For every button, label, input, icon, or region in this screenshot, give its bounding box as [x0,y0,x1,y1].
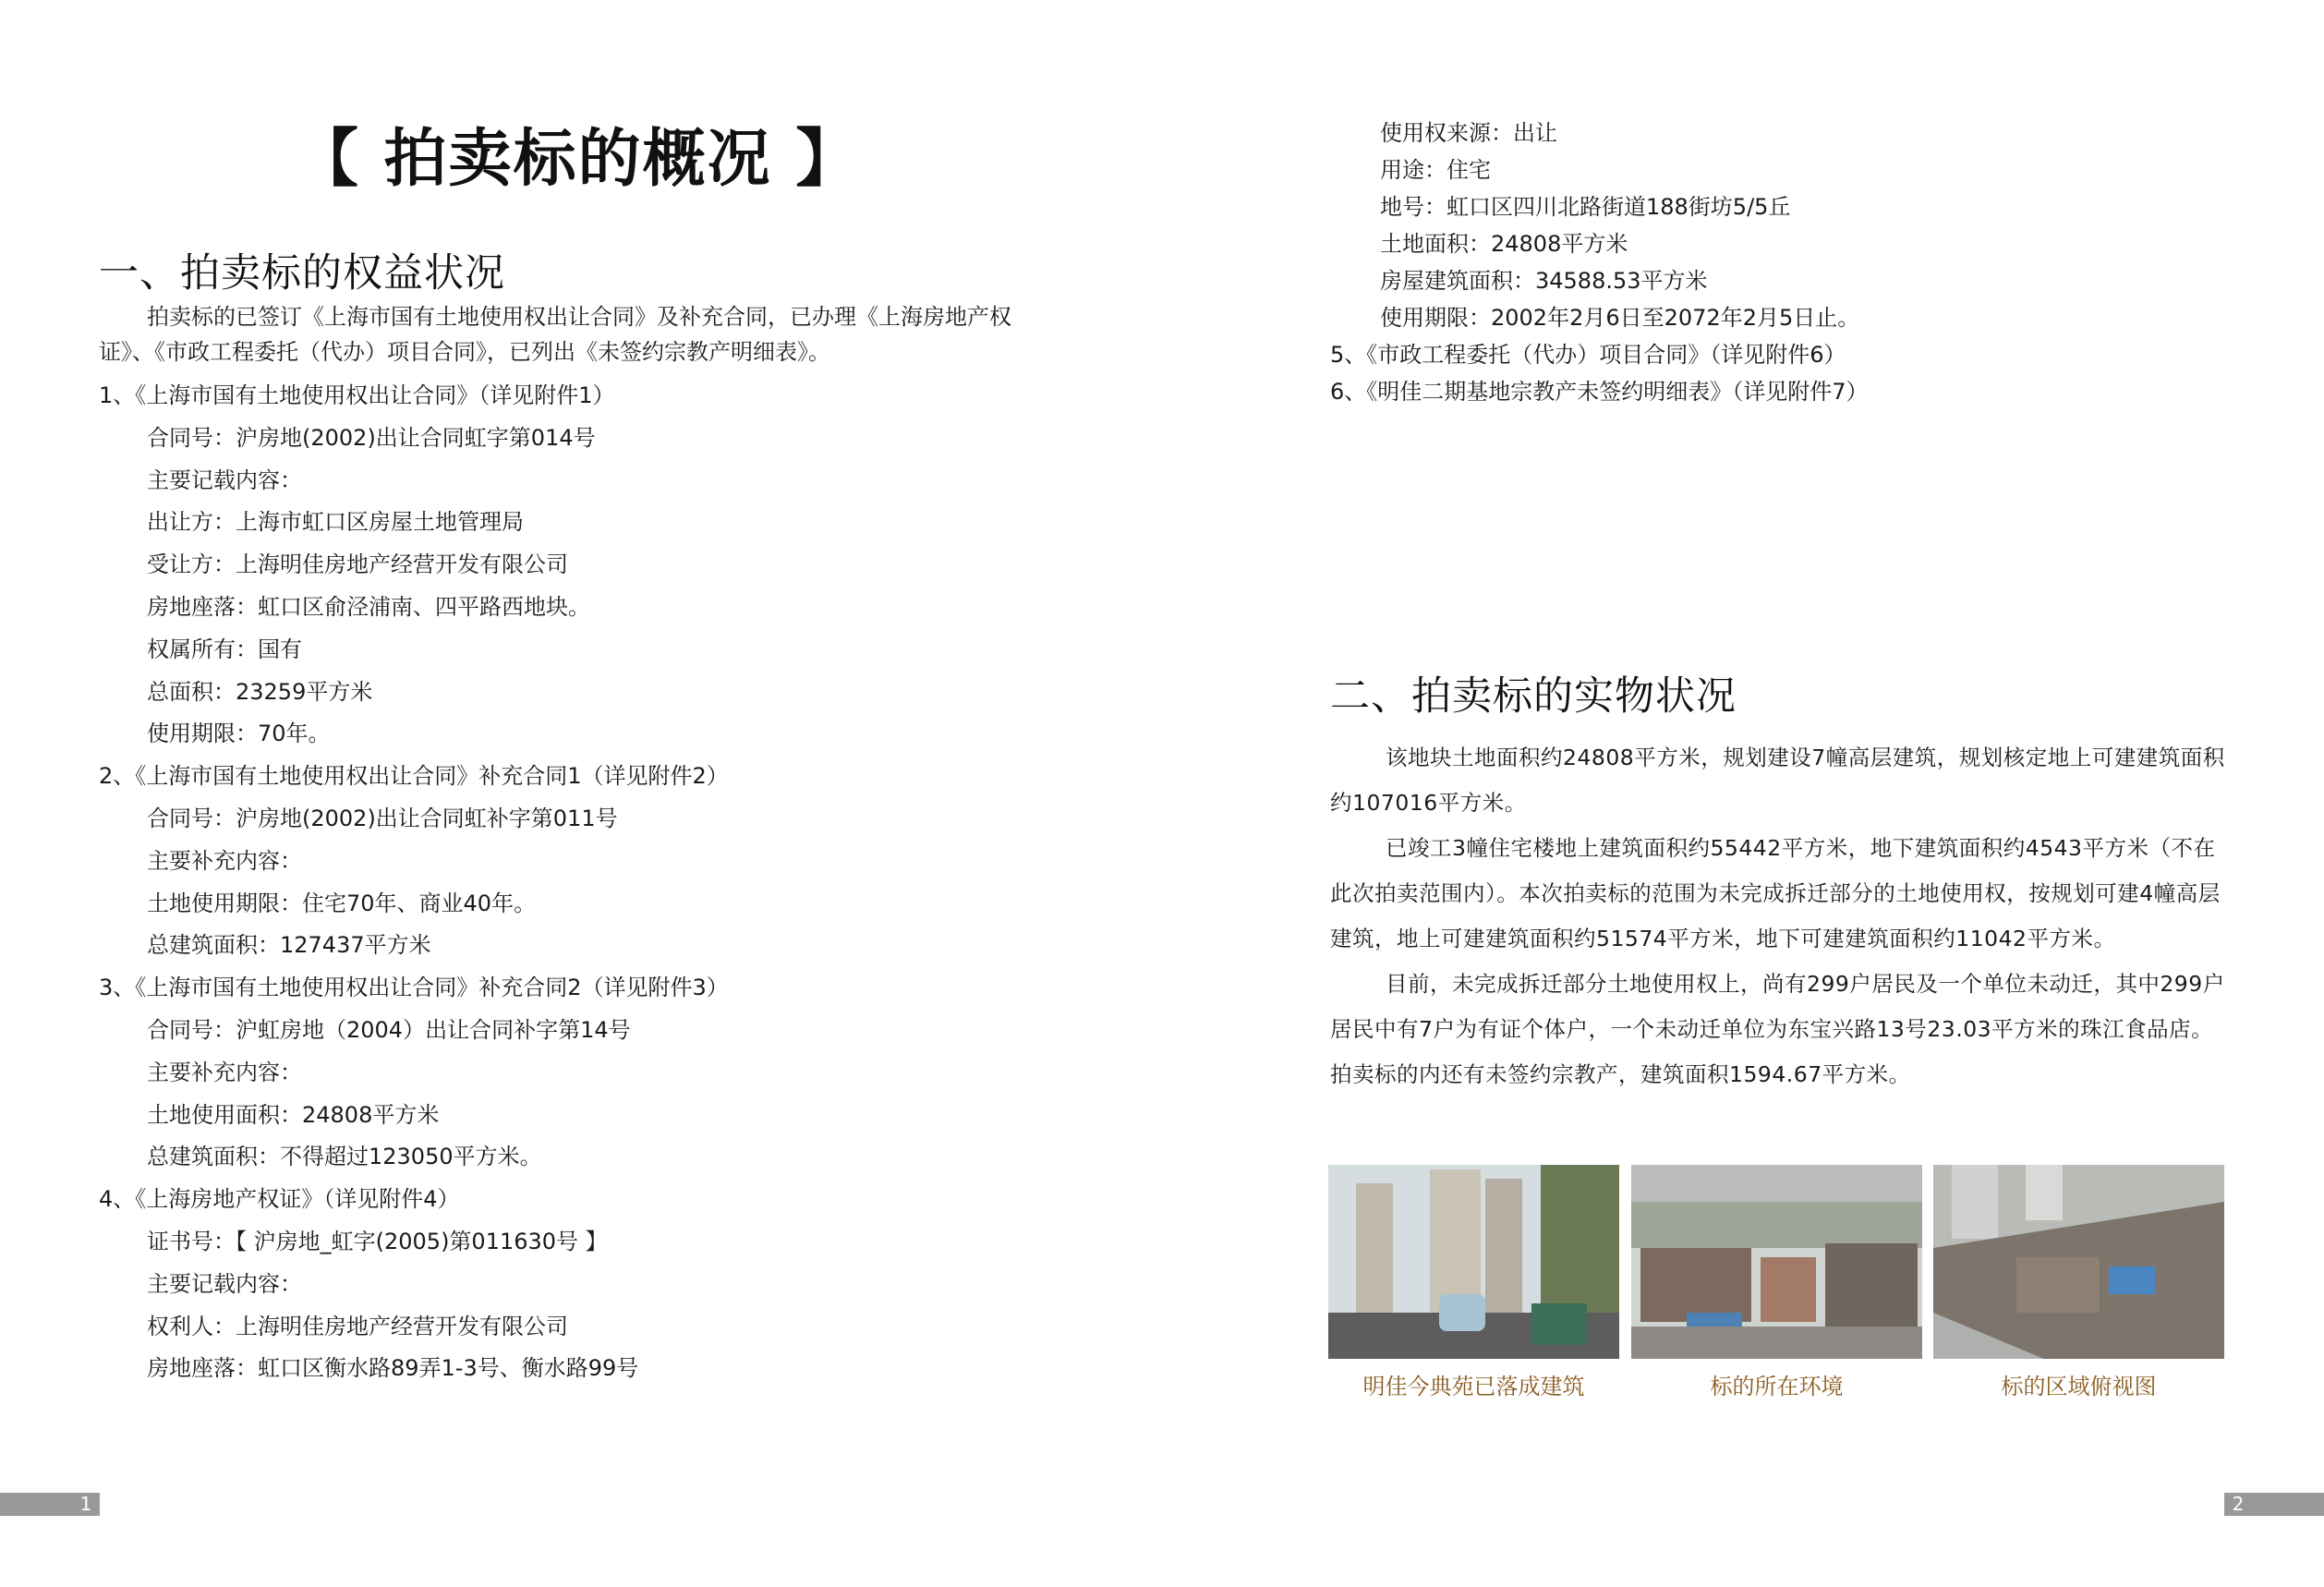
list-item: 5、《市政工程委托（代办）项目合同》（详见附件6） [1330,342,1846,368]
list-item: 主要补充内容： [147,1059,302,1085]
list-item: 使用权来源：出让 [1380,120,1557,146]
section-title-physical: 二、拍卖标的实物状况 [1330,673,1737,720]
building-photo-icon [1328,1165,1619,1359]
list-item: 总建筑面积：不得超过123050平方米。 [147,1144,542,1170]
rights-list-continued [1330,115,1869,410]
list-item: 4、《上海房地产权证》（详见附件4） [99,1186,460,1213]
list-item: 权属所有：国有 [147,636,302,662]
list-item: 房地座落：虹口区衡水路89弄1-3号、衡水路99号 [147,1355,639,1382]
list-item: 受让方：上海明佳房地产经营开发有限公司 [147,551,568,578]
section-title-rights: 一、拍卖标的权益状况 [99,250,505,297]
paragraph: 目前，未完成拆迁部分土地使用权上，尚有299户居民及一个单位未动迁，其中299户居民中有7户为有证个体户，一个未动迁单位为东宝兴路13号23.03平方米的珠江食品店。拍卖标的内还有未签约宗教产，建筑面积1594.67平方米。 [1330,971,2225,1087]
neighborhood-photo-icon [1631,1165,1922,1359]
photo-completed-buildings [1328,1165,1619,1359]
list-item: 权利人：上海明佳房地产经营开发有限公司 [147,1313,568,1339]
list-item: 房地座落：虹口区俞泾浦南、四平路西地块。 [147,593,590,620]
list-item: 主要补充内容： [147,847,302,874]
list-item: 证书号：【 沪房地_虹字(2005)第011630号 】 [147,1228,608,1254]
list-item: 2、《上海市国有土地使用权出让合同》补充合同1（详见附件2） [99,763,729,790]
list-item: 土地使用期限：住宅70年、商业40年。 [147,890,537,916]
aerial-photo-icon [1933,1165,2224,1359]
list-item: 总面积：23259平方米 [147,678,373,705]
list-item: 总建筑面积：127437平方米 [147,932,431,959]
photo-caption: 标的区域俯视图 [2001,1374,2157,1399]
physical-description [1330,735,2226,1097]
list-item: 1、《上海市国有土地使用权出让合同》（详见附件1） [99,382,615,408]
rights-list [99,375,729,1390]
photo-caption: 明佳今典苑已落成建筑 [1362,1374,1585,1399]
list-item: 房屋建筑面积：34588.53平方米 [1380,268,1708,294]
list-item: 6、《明佳二期基地宗教产未签约明细表》（详见附件7） [1330,379,1869,405]
intro-paragraph: 拍卖标的已签订《上海市国有土地使用权出让合同》及补充合同，已办理《上海房地产权证》、《市政工程委托（代办）项目合同》，已列出《未签约宗教产明细表》。 [99,304,1011,365]
list-item: 使用期限：2002年2月6日至2072年2月5日止。 [1380,305,1860,331]
photo-aerial-view [1933,1165,2224,1359]
paragraph: 该地块土地面积约24808平方米，规划建设7幢高层建筑，规划核定地上可建建筑面积约107016平方米。 [1330,745,2225,816]
list-item: 土地使用面积：24808平方米 [147,1101,440,1128]
list-item: 土地面积：24808平方米 [1380,231,1628,257]
list-item: 使用期限：70年。 [147,721,331,747]
list-item: 主要记载内容： [147,466,302,493]
photo-surroundings [1631,1165,1922,1359]
page-number: 2 [2232,1493,2245,1515]
photo-caption: 标的所在环境 [1710,1374,1844,1399]
list-item: 用途：住宅 [1380,157,1491,183]
list-item: 3、《上海市国有土地使用权出让合同》补充合同2（详见附件3） [99,975,729,1001]
list-item: 合同号：沪虹房地（2004）出让合同补字第14号 [147,1016,631,1043]
page-number-left [0,1493,100,1516]
list-item: 出让方：上海市虹口区房屋土地管理局 [147,509,524,536]
page-number-right [2224,1493,2324,1516]
page-title: 【 拍卖标的概况 】 [296,123,861,196]
paragraph: 已竣工3幢住宅楼地上建筑面积约55442平方米，地下建筑面积约4543平方米（不在此次拍卖范围内）。本次拍卖标的范围为未完成拆迁部分的土地使用权，按规划可建4幢高层建筑，地上可建建筑面积约51574平方米，地下可建建筑面积约11042平方米。 [1330,835,2221,951]
list-item: 地号：虹口区四川北路街道188街坊5/5丘 [1380,194,1791,220]
list-item: 合同号：沪房地(2002)出让合同虹字第014号 [147,424,596,451]
page-number: 1 [79,1493,92,1515]
list-item: 合同号：沪房地(2002)出让合同虹补字第011号 [147,805,618,831]
list-item: 主要记载内容： [147,1270,302,1297]
